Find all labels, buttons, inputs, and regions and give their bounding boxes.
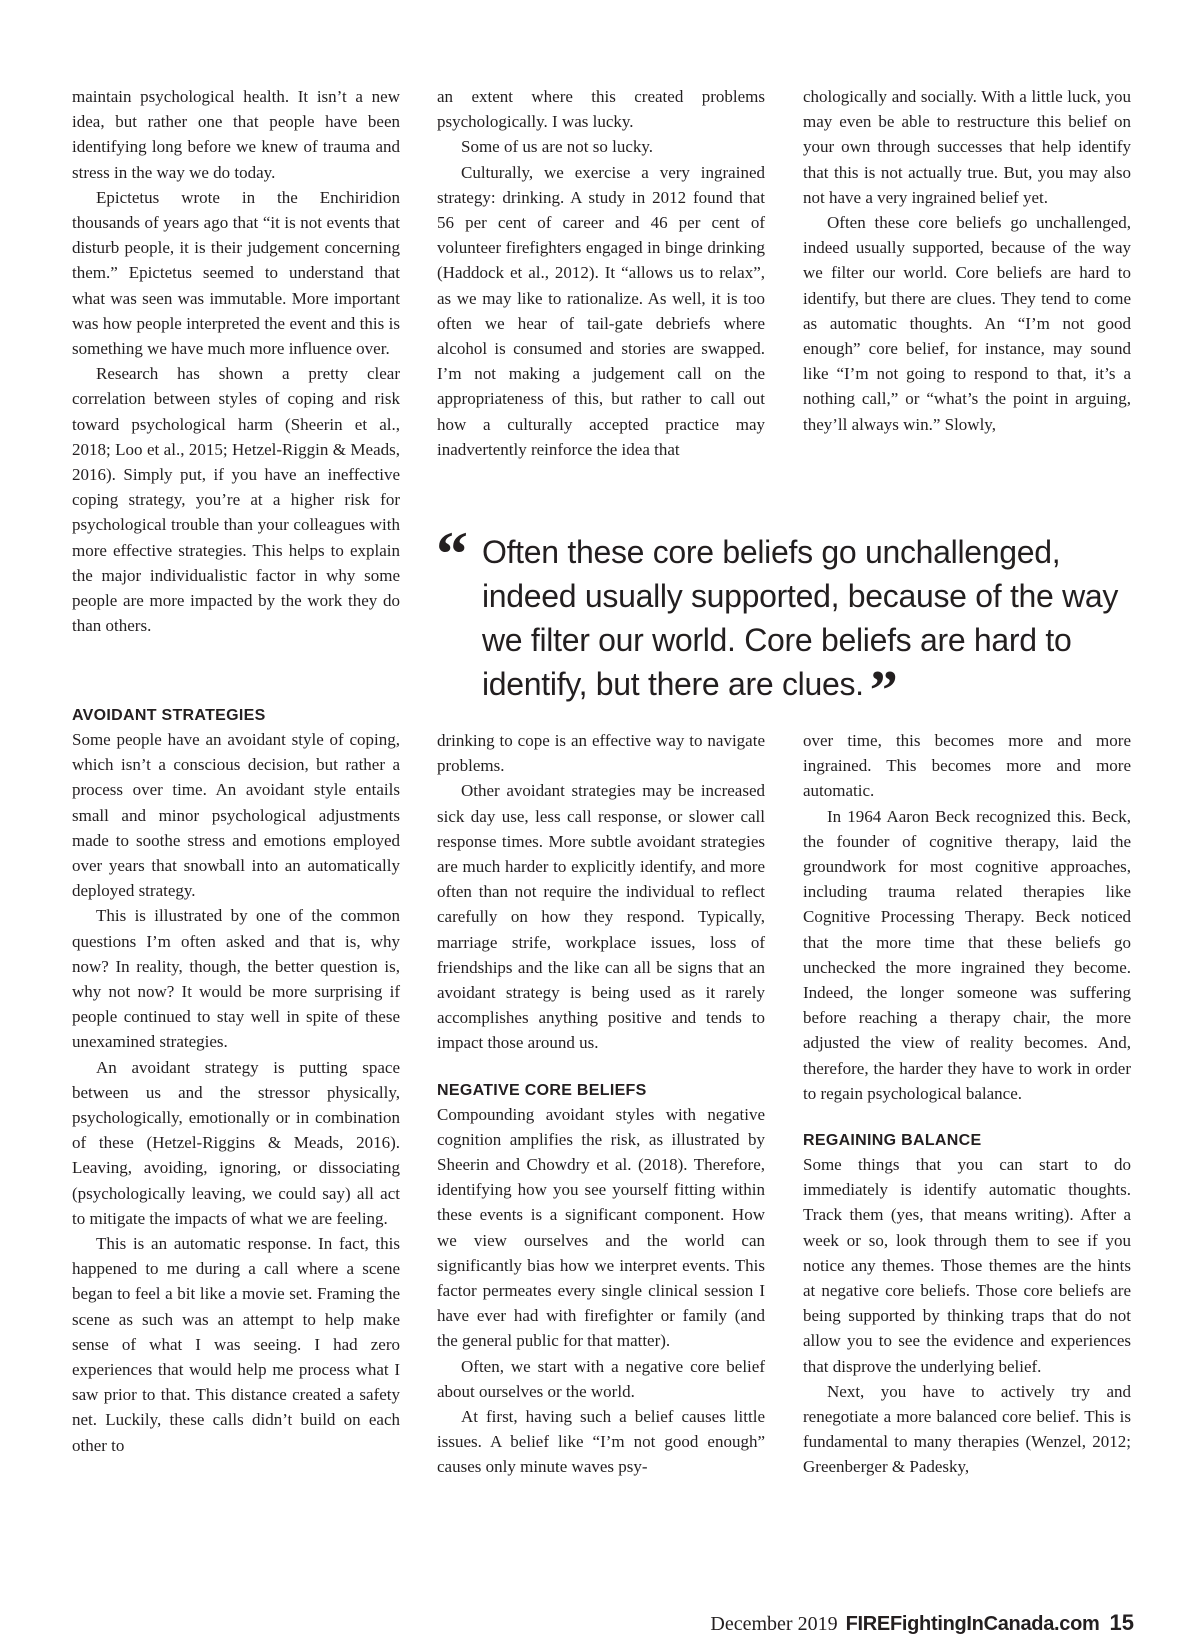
- section-heading-regaining-balance: REGAINING BALANCE: [803, 1132, 982, 1150]
- open-quote-mark: “: [436, 518, 468, 589]
- bottom-column-3: [803, 728, 1131, 1480]
- top-column-2: [437, 84, 765, 462]
- bottom-column-2: [437, 728, 765, 1480]
- paragraph: Often, we start with a negative core belief about ourselves or the world.: [437, 1356, 765, 1401]
- paragraph: Compounding avoidant styles with negative cognition amplifies the risk, as illustrated by Sheerin and Chowdry et al. (2018). Therefore, identifying how you see yourself fitting within these events is a significant component. How we view ourselves and the world can significantly bias how we interpret events. This factor permeates every single clinical session I have ever had with firefighter or family (and the general public for that matter).: [437, 1104, 765, 1351]
- paragraph: Next, you have to actively try and renegotiate a more balanced core belief. This is fundamental to many therapies (Wenzel, 2012; Greenberger & Padesky,: [803, 1381, 1131, 1477]
- paragraph: Other avoidant strategies may be increased sick day use, less call response, or slower call response times. More subtle avoidant strategies are much harder to explicitly identify, and more often than not require the individual to reflect carefully on how they respond. Typically, marriage strife, workplace issues, loss of friendships and the like can all be signs that an avoidant strategy is being used as it rarely accomplishes anything positive and tends to impact those around us.: [437, 781, 765, 1053]
- paragraph: Some of us are not so lucky.: [461, 137, 654, 157]
- paragraph: This is illustrated by one of the common questions I’m often asked and that is, why now? In reality, though, the better question is, why not now? It would be more surprising if people continued to stay well in spite of these unexamined strategies.: [72, 906, 400, 1052]
- pull-quote-text-block: [482, 530, 1136, 722]
- page-number: 15: [1109, 1610, 1134, 1635]
- paragraph: drinking to cope is an effective way to navigate problems.: [437, 731, 765, 776]
- paragraph: chologically and socially. With a little luck, you may even be able to restructure this belief on your own through successes that help identify that this is not actually true. But, you may also not have a very ingrained belief yet.: [803, 87, 1131, 207]
- paragraph: Research has shown a pretty clear correlation between styles of coping and risk toward psychological harm (Sheerin et al., 2018; Loo et al., 2015; Hetzel-Riggin & Meads, 2016). Simply put, if you have an ineffective coping strategy, you’re at a higher risk for psychological trouble than your colleagues with more effective strategies. This helps to explain the major individualistic factor in why some people are more impacted by the work they do than others.: [72, 364, 400, 636]
- section-heading-avoidant-strategies: AVOIDANT STRATEGIES: [72, 707, 266, 724]
- paragraph: This is an automatic response. In fact, this happened to me during a call where a scene began to feel a bit like a movie set. Framing the scene as such was an attempt to help make sense of what I was seeing. I had zero experiences that would help me process what I saw prior to that. This distance created a safety net. Luckily, these calls didn’t build on each other to: [72, 1234, 400, 1455]
- paragraph: Epictetus wrote in the Enchiridion thousands of years ago that “it is not events that disturb people, it is their judgement concerning them.” Epictetus seemed to understand that what was seen was immutable. More important was how people interpreted the event and this is something we have much more influence over.: [72, 187, 400, 359]
- pull-quote-text: Often these core beliefs go unchallenged, indeed usually supported, because of the way we filter our world. Core beliefs are hard to identify, but there are clues.: [482, 534, 1119, 702]
- paragraph: maintain psychological health. It isn’t a new idea, but rather one that people have been identifying long before we knew of trauma and stress in the way we do today.: [72, 87, 400, 182]
- paragraph: over time, this becomes more and more ingrained. This becomes more and more automatic.: [803, 731, 1131, 801]
- paragraph: an extent where this created problems psychologically. I was lucky.: [437, 87, 765, 132]
- paragraph: Often these core beliefs go unchallenged, indeed usually supported, because of the way we filter our world. Core beliefs are hard to identify, but there are clues. They tend to come as automatic thoughts. An “I’m not good enough” core belief, for instance, may sound like “I’m not going to respond to that, it’s a nothing call,” or “what’s the point in arguing, they’ll always win.” Slowly,: [803, 213, 1131, 434]
- issue-date: December 2019: [710, 1613, 838, 1635]
- paragraph: In 1964 Aaron Beck recognized this. Beck, the founder of cognitive therapy, laid the groundwork for most cognitive approaches, including trauma related therapies like Cognitive Processing Therapy. Beck noticed that the more time that these beliefs go unchecked the more ingrained they become. Indeed, the longer someone was suffering before reaching a therapy chair, the more adjusted the view of reality becomes. And, therefore, the harder they have to work in order to regain psychological balance.: [803, 806, 1131, 1103]
- section-heading-negative-core-beliefs: NEGATIVE CORE BELIEFS: [437, 1081, 647, 1099]
- paragraph: Some people have an avoidant style of coping, which isn’t a conscious decision, but rather a process over time. An avoidant style entails small and minor psychological adjustments made to soothe stress and emotions employed over years that snowball into an automatically deployed strategy.: [72, 730, 400, 901]
- page-footer: [710, 1610, 1134, 1636]
- paragraph: An avoidant strategy is putting space between us and the stressor physically, psychologically, emotionally or in combination of these (Hetzel-Riggins & Meads, 2016). Leaving, avoiding, ignoring, or dissociating (psychologically leaving, we could say) all act to mitigate the impacts of what we are feeling.: [72, 1057, 400, 1228]
- bottom-column-1: [72, 705, 400, 1458]
- paragraph: At first, having such a belief causes little issues. A belief like “I’m not good enough” causes only minute waves psy-: [437, 1407, 765, 1477]
- paragraph: Some things that you can start to do immediately is identify automatic thoughts. Track them (yes, that means writing). After a week or so, look through them to see if you notice any themes. Those themes are the hints at negative core beliefs. Those core beliefs are being supported by thinking traps that do not allow you to see the evidence and experiences that disprove the underlying belief.: [803, 1155, 1131, 1376]
- close-quote-mark: ”: [869, 660, 898, 722]
- paragraph: Culturally, we exercise a very ingrained strategy: drinking. A study in 2012 found that 56 per cent of career and 46 per cent of volunteer firefighters engaged in binge drinking (Haddock et al., 2012). It “allows us to relax”, as we may like to rationalize. As well, it is too often we hear of tail-gate debriefs where alcohol is consumed and stories are swapped. I’m not making a judgement call on the appropriateness of this, but rather to call out how a culturally accepted practice may inadvertently reinforce the idea that: [437, 162, 765, 459]
- top-column-3: [803, 84, 1131, 437]
- pull-quote: [436, 518, 1136, 722]
- website-name: FIREFightingInCanada.com: [845, 1613, 1100, 1635]
- top-column-1: [72, 84, 400, 638]
